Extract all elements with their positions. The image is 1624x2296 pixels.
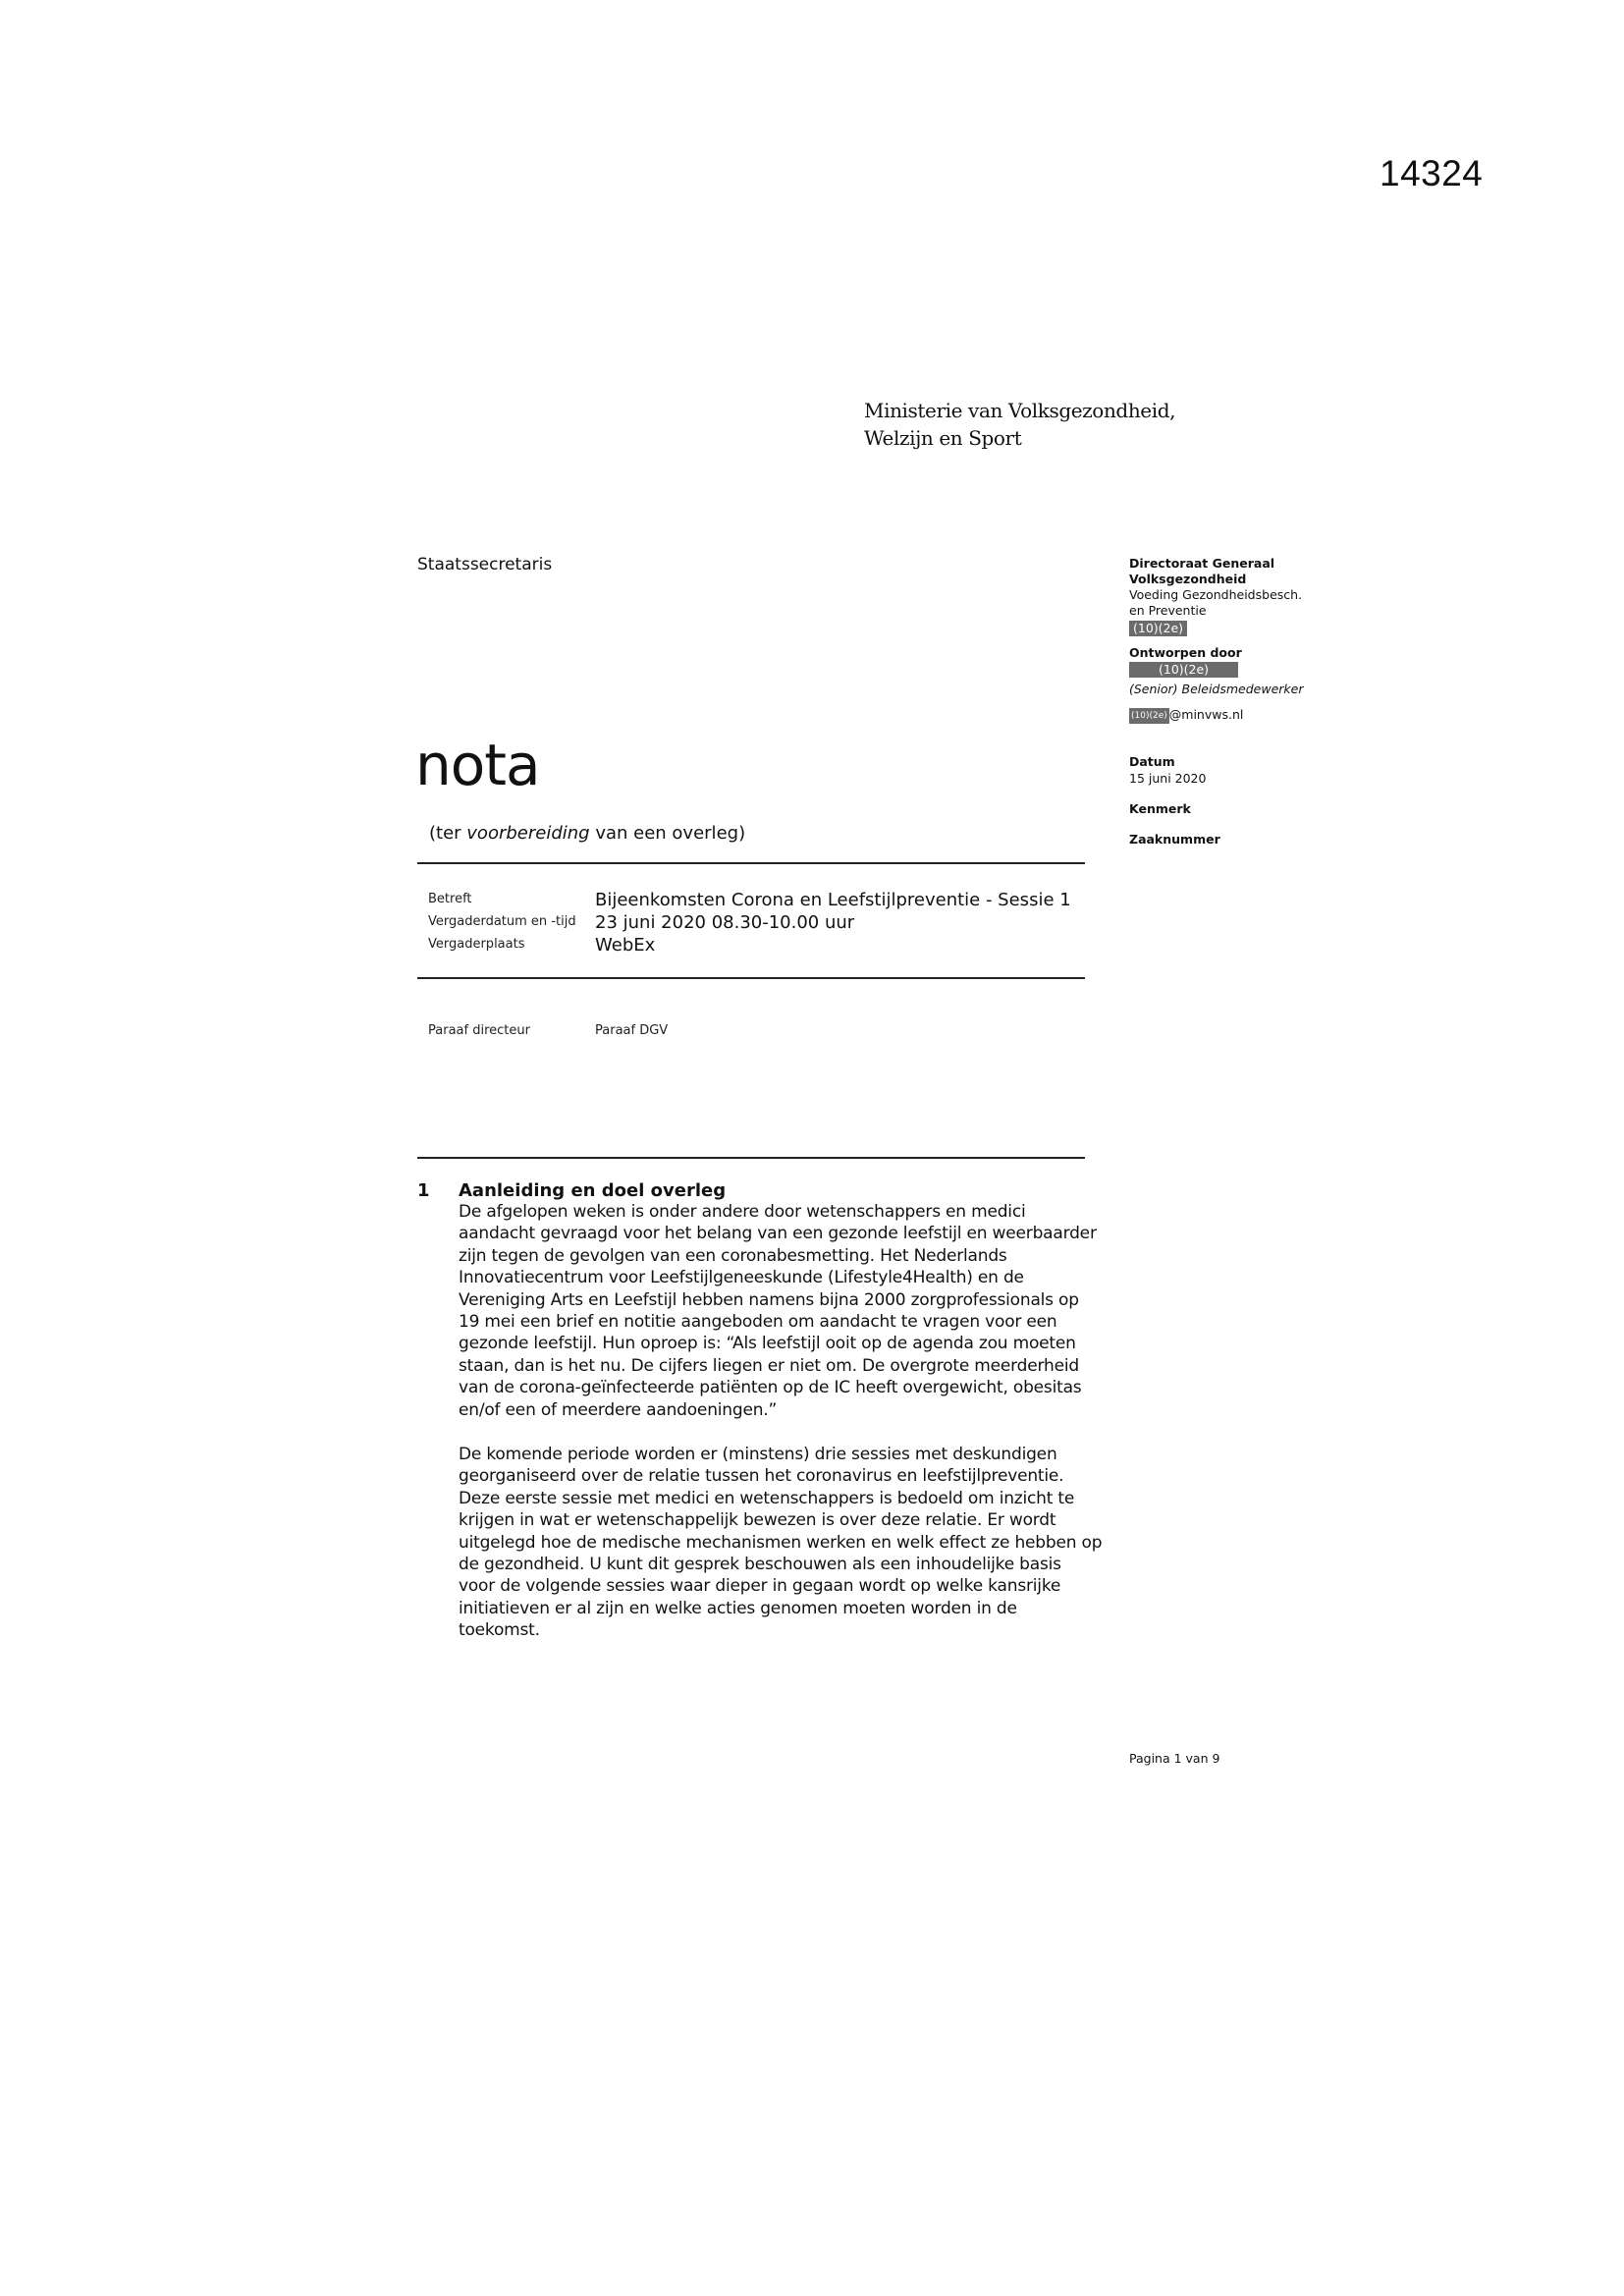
- paragraph-line: Vereniging Arts en Leefstijl hebben namens bijna 2000 zorgprofessionals op: [459, 1289, 1079, 1310]
- sidebar-function: (Senior) Beleidsmedewerker: [1129, 682, 1304, 696]
- sidebar-datum-value: 15 juni 2020: [1129, 771, 1207, 786]
- sidebar-directie-line-1: Voeding Gezondheidsbesch.: [1129, 587, 1303, 602]
- betreft-value: Bijeenkomsten Corona en Leefstijlpreventie - Sessie 1: [595, 890, 1071, 910]
- vergaderplaats-value: WebEx: [595, 935, 656, 956]
- sidebar-ontworpen-label: Ontworpen door: [1129, 645, 1242, 660]
- ministry-line-1: Ministerie van Volksgezondheid,: [864, 399, 1176, 422]
- paragraph-line: en/of een of meerdere aandoeningen.”: [459, 1399, 778, 1420]
- ministry-line-2: Welzijn en Sport: [864, 426, 1022, 450]
- paragraph-line: krijgen in wat er wetenschappelijk bewezen is over deze relatie. Er wordt: [459, 1510, 1056, 1531]
- sidebar-datum-label: Datum: [1129, 754, 1175, 769]
- sidebar-email: [1129, 707, 1243, 724]
- paragraph-line: voor de volgende sessies waar dieper in gegaan wordt op welke kansrijke: [459, 1576, 1061, 1597]
- paragraph-line: initiatieven er al zijn en welke acties genomen moeten worden in de: [459, 1598, 1017, 1618]
- subtitle-emphasis: voorbereiding: [466, 823, 590, 844]
- paragraph-line: Deze eerste sessie met medici en wetenschappers is bedoeld om inzicht te: [459, 1488, 1075, 1508]
- vergaderdatum-label: Vergaderdatum en -tijd: [428, 914, 576, 929]
- redaction-block-1: [1129, 621, 1187, 636]
- vergaderplaats-label: Vergaderplaats: [428, 937, 525, 952]
- redaction-label-2: (10)(2e): [1129, 662, 1238, 678]
- redaction-block-2: [1129, 662, 1238, 678]
- paragraph-1: [459, 1201, 1126, 1421]
- paragraph-line: de gezondheid. U kunt dit gesprek beschouwen als een inhoudelijke basis: [459, 1555, 1061, 1575]
- paragraph-line: georganiseerd over de relatie tussen het coronavirus en leefstijlpreventie.: [459, 1466, 1064, 1487]
- paragraph-line: Innovatiecentrum voor Leefstijlgeneeskunde (Lifestyle4Health) en de: [459, 1268, 1024, 1288]
- sidebar-dg-line-1: Directoraat Generaal: [1129, 556, 1275, 571]
- section-number: 1: [417, 1180, 430, 1201]
- paragraph-line: uitgelegd hoe de medische mechanismen werken en welk effect ze hebben op: [459, 1532, 1103, 1553]
- page-number: Pagina 1 van 9: [1129, 1751, 1220, 1766]
- paragraph-2: [459, 1444, 1126, 1642]
- paragraph-line: van de corona-geïnfecteerde patiënten op de IC heeft overgewicht, obesitas: [459, 1378, 1082, 1398]
- betreft-label: Betreft: [428, 892, 472, 906]
- paragraph-line: toekomst.: [459, 1620, 540, 1641]
- paragraph-line: gezonde leefstijl. Hun oproep is: “Als leefstijl ooit op de agenda zou moeten: [459, 1334, 1076, 1354]
- paraaf-directeur: Paraaf directeur: [428, 1023, 530, 1038]
- subtitle-after: van een overleg): [589, 823, 746, 844]
- section-title: Aanleiding en doel overleg: [459, 1180, 727, 1201]
- recipient: Staatssecretaris: [417, 555, 553, 574]
- paragraph-line: aandacht gevraagd voor het belang van een gezonde leefstijl en weerbaarder: [459, 1224, 1097, 1244]
- divider-top: [417, 862, 1085, 864]
- ministry-name: [864, 397, 1175, 452]
- paraaf-dgv: Paraaf DGV: [595, 1023, 669, 1038]
- sidebar-dg-line-2: Volksgezondheid: [1129, 572, 1247, 586]
- email-domain: @minvws.nl: [1168, 707, 1244, 722]
- paragraph-line: De komende periode worden er (minstens) drie sessies met deskundigen: [459, 1445, 1057, 1464]
- subtitle-before: (ter: [429, 823, 467, 844]
- divider-middle: [417, 977, 1085, 979]
- sidebar-kenmerk-label: Kenmerk: [1129, 801, 1191, 816]
- paragraph-line: 19 mei een brief en notitie aangeboden om aandacht te vragen voor een: [459, 1312, 1057, 1333]
- vergaderdatum-value: 23 juni 2020 08.30-10.00 uur: [595, 912, 855, 933]
- paragraph-line: zijn tegen de gevolgen van een coronabesmetting. Het Nederlands: [459, 1245, 1007, 1266]
- document-title: nota: [415, 732, 540, 798]
- sidebar-zaaknummer-label: Zaaknummer: [1129, 832, 1220, 847]
- paragraph-line: De afgelopen weken is onder andere door wetenschappers en medici: [459, 1202, 1026, 1222]
- divider-bottom: [417, 1157, 1085, 1159]
- redaction-label-1: (10)(2e): [1129, 621, 1187, 636]
- sidebar-directie-line-2: en Preventie: [1129, 603, 1207, 618]
- document-number: 14324: [1380, 153, 1484, 193]
- document-subtitle: [429, 823, 745, 844]
- redaction-label-3: (10)(2e): [1129, 708, 1169, 724]
- paragraph-line: staan, dan is het nu. De cijfers liegen er niet om. De overgrote meerderheid: [459, 1355, 1079, 1376]
